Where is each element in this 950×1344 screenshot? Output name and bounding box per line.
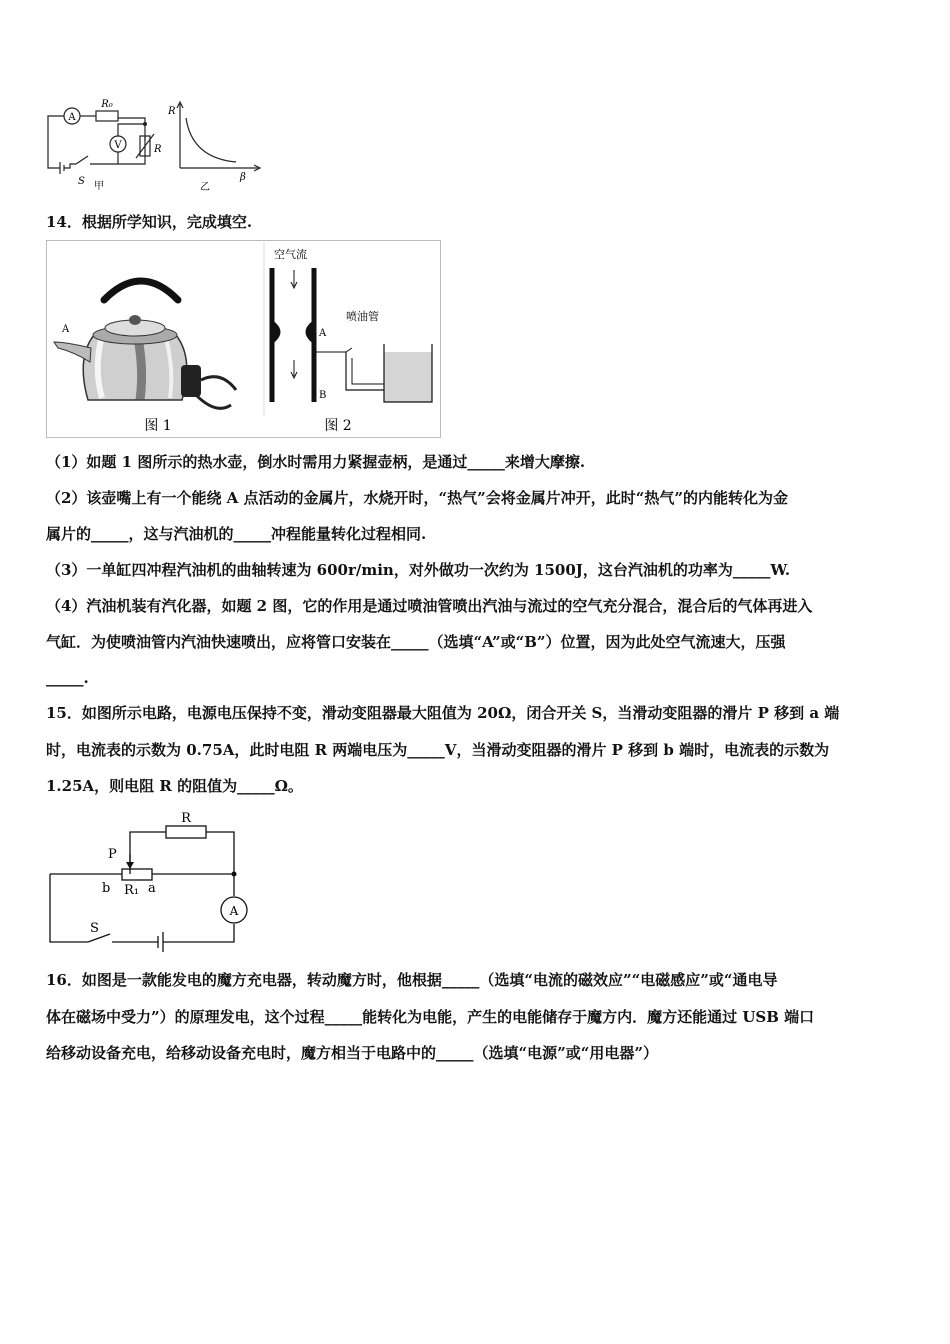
kettle-point-label: A xyxy=(62,324,70,335)
point-b-label: B xyxy=(319,390,327,401)
figure-13-svg xyxy=(40,96,265,196)
q14-part4-line3: _____. xyxy=(46,669,89,687)
q15-line3: 1.25A，则电阻 R 的阻值为_____Ω。 xyxy=(46,777,303,795)
air-flow-label: 空气流 xyxy=(274,248,307,261)
q16-line2: 体在磁场中受力”）的原理发电，这个过程_____能转化为电能，产生的电能储存于魔方内．魔方还能通过 USB 端口 xyxy=(46,1008,815,1026)
q14-part2-line2: 属片的_____，这与汽油机的_____冲程能量转化过程相同. xyxy=(46,525,427,543)
q16-line1: 16．如图是一款能发电的魔方充电器，转动魔方时，他根据_____（选填“电流的磁效应”“电磁感应”或“通电导 xyxy=(46,971,778,989)
q14-title: 14．根据所学知识，完成填空. xyxy=(46,213,253,231)
q14-part4-line2: 气缸．为使喷油管内汽油快速喷出，应将管口安装在_____（选填“A”或“B”）位置，因为此处空气流速大，压强 xyxy=(46,633,786,651)
fig15-b-label: b xyxy=(102,881,111,896)
fig13-r0-label: R₀ xyxy=(101,99,113,110)
fig13-jia-label: 甲 xyxy=(94,181,104,192)
fig15-ammeter-label: A xyxy=(229,904,239,918)
figure-13 xyxy=(40,96,265,196)
fig15-p-label: P xyxy=(108,847,117,862)
q14-part1: （1）如题 1 图所示的热水壶，倒水时需用力紧握壶柄，是通过_____来增大摩擦. xyxy=(46,453,586,471)
fig13-graph-x-label: β xyxy=(240,172,246,183)
fig13-graph-y-label: R xyxy=(168,106,176,117)
fig2-label: 图 2 xyxy=(324,418,352,434)
q15-line2: 时，电流表的示数为 0.75A，此时电阻 R 两端电压为_____V，当滑动变阻器的滑片 P 移到 b 端时，电流表的示数为 xyxy=(46,741,830,759)
q14-part4-line1: （4）汽油机装有汽化器，如题 2 图，它的作用是通过喷油管喷出汽油与流过的空气充分混合，混合后的气体再进入 xyxy=(46,597,813,615)
fig13-yi-label: 乙 xyxy=(200,182,210,193)
q14-part3: （3）一单缸四冲程汽油机的曲轴转速为 600r/min，对外做功一次约为 1500J，这台汽油机的功率为_____W. xyxy=(46,561,791,579)
figure-14 xyxy=(46,240,441,438)
fig13-r-label: R xyxy=(154,144,162,155)
figure-15-svg xyxy=(44,806,254,956)
fig15-a-label: a xyxy=(148,881,156,896)
fig15-r-label: R xyxy=(181,811,191,826)
kettle-drawing xyxy=(54,281,236,408)
q15-line1: 15．如图所示电路，电源电压保持不变，滑动变阻器最大阻值为 20Ω，闭合开关 S，当滑动变阻器的滑片 P 移到 a 端 xyxy=(46,704,840,722)
fig15-r1-label: R₁ xyxy=(124,883,139,898)
fig13-voltmeter-label: V xyxy=(114,140,122,151)
fig13-ammeter-label: A xyxy=(68,112,76,123)
pipe-label: 喷油管 xyxy=(346,310,379,323)
fig13-switch-label: S xyxy=(78,176,85,187)
q16-line3: 给移动设备充电，给移动设备充电时，魔方相当于电路中的_____（选填“电源”或“用电器”） xyxy=(46,1044,659,1062)
figure-15 xyxy=(44,806,254,956)
fig15-switch-label: S xyxy=(90,921,99,936)
point-a-label: A xyxy=(319,328,327,339)
q14-part2-line1: （2）该壶嘴上有一个能绕 A 点活动的金属片，水烧开时，“热气”会将金属片冲开，此时“热气”的内能转化为金 xyxy=(46,489,789,507)
figure-14-svg xyxy=(46,240,441,438)
fig1-label: 图 1 xyxy=(144,418,172,434)
